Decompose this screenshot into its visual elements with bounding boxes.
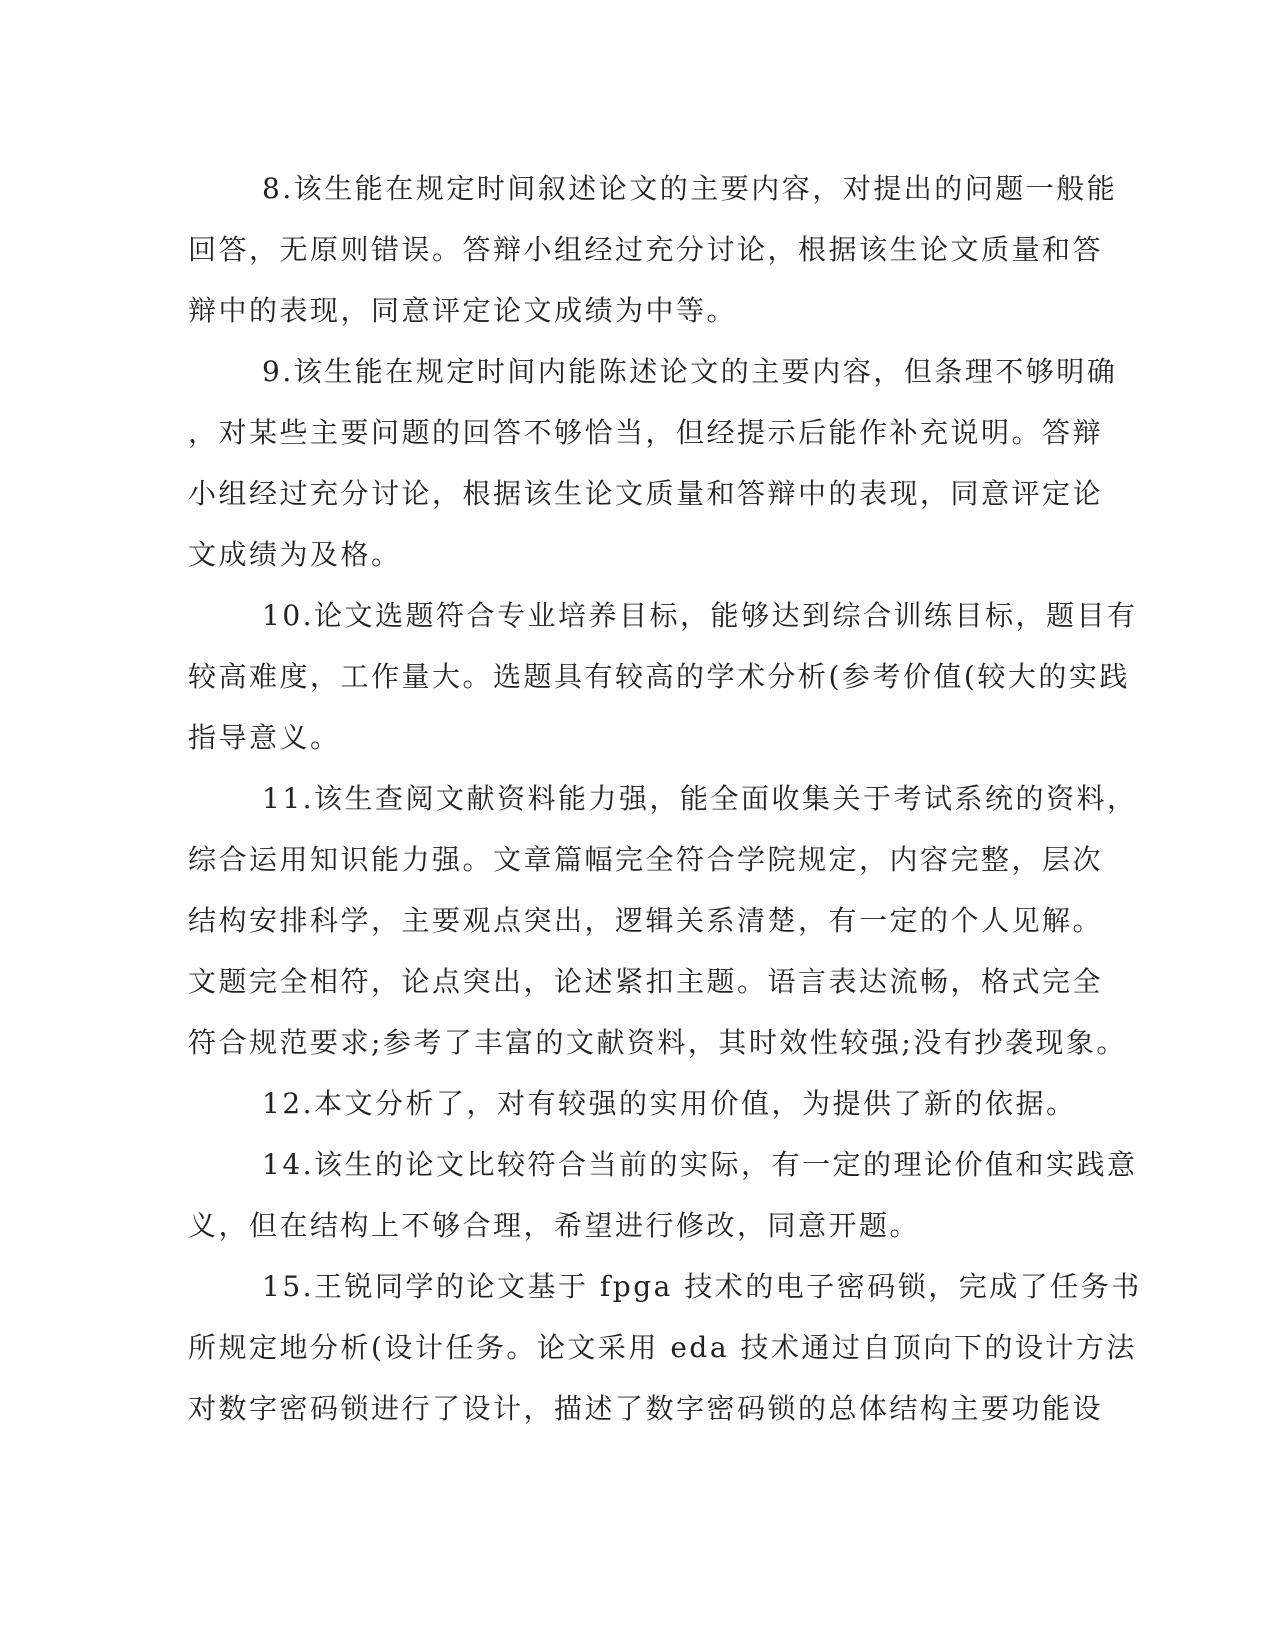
paragraph-line: 14.该生的论文比较符合当前的实际，有一定的理论价值和实践意 [262,1148,1138,1181]
paragraph-15 [188,1256,1142,1439]
paragraph-14 [188,1134,1138,1256]
paragraph-8 [188,158,1118,341]
document-body [188,158,1142,1439]
paragraph-line: 所规定地分析(设计任务。论文采用 eda 技术通过自顶向下的设计方法 [188,1331,1137,1364]
paragraph-line: 回答，无原则错误。答辩小组经过充分讨论，根据该生论文质量和答 [188,233,1104,266]
paragraph-line: 11.该生查阅文献资料能力强，能全面收集关于考试系统的资料， [262,782,1138,815]
paragraph-line: 12.本文分析了，对有较强的实用价值，为提供了新的依据。 [262,1087,1077,1120]
paragraph-line: 义，但在结构上不够合理，希望进行修改，同意开题。 [188,1209,921,1242]
paragraph-12 [188,1073,1088,1134]
paragraph-line: 8.该生能在规定时间叙述论文的主要内容，对提出的问题一般能 [262,172,1118,205]
paragraph-10 [188,585,1138,768]
paragraph-line: 综合运用知识能力强。文章篇幅完全符合学院规定，内容完整，层次 [188,843,1104,876]
paragraph-11 [188,768,1138,1073]
paragraph-line: 指导意义。 [188,721,341,754]
paragraph-9 [188,341,1118,585]
paragraph-line: 小组经过充分讨论，根据该生论文质量和答辩中的表现，同意评定论 [188,477,1104,510]
paragraph-line: 文题完全相符，论点突出，论述紧扣主题。语言表达流畅，格式完全 [188,965,1104,998]
paragraph-line: 辩中的表现，同意评定论文成绩为中等。 [188,294,738,327]
paragraph-line: 对数字密码锁进行了设计，描述了数字密码锁的总体结构主要功能设 [188,1392,1104,1425]
paragraph-line: 文成绩为及格。 [188,538,402,571]
paragraph-line: 结构安排科学，主要观点突出，逻辑关系清楚，有一定的个人见解。 [188,904,1104,937]
paragraph-line: 9.该生能在规定时间内能陈述论文的主要内容，但条理不够明确 [262,355,1118,388]
paragraph-line: 10.论文选题符合专业培养目标，能够达到综合训练目标，题目有 [262,599,1138,632]
paragraph-line: 较高难度，工作量大。选题具有较高的学术分析(参考价值(较大的实践 [188,660,1130,693]
paragraph-line: 15.王锐同学的论文基于 fpga 技术的电子密码锁，完成了任务书 [262,1270,1142,1303]
paragraph-line: ，对某些主要问题的回答不够恰当，但经提示后能作补充说明。答辩 [188,416,1104,449]
paragraph-line: 符合规范要求;参考了丰富的文献资料，其时效性较强;没有抄袭现象。 [188,1026,1127,1059]
